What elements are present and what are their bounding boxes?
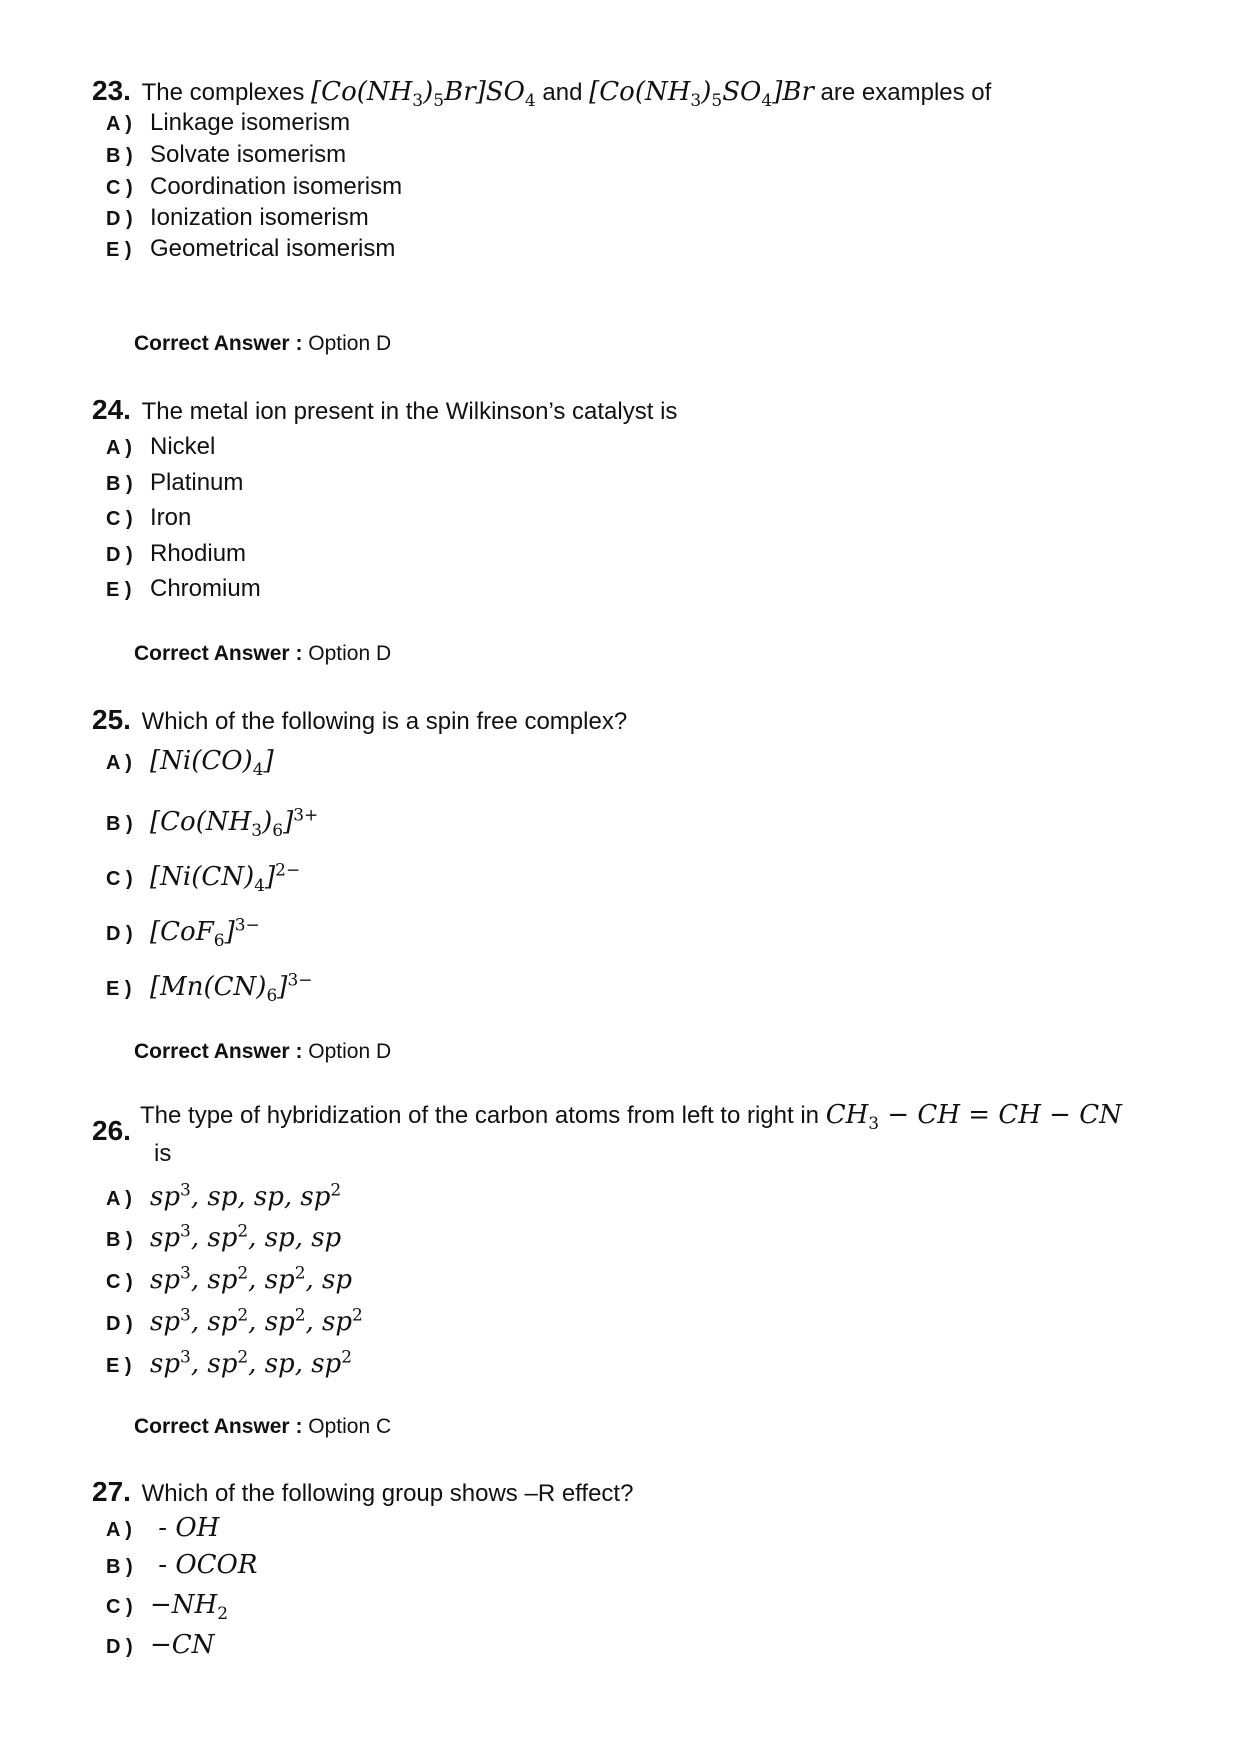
question-number: 23. bbox=[92, 75, 131, 106]
option-e[interactable]: E ) $sp^3$, $sp^2$, sp, $sp^2$ bbox=[106, 1347, 353, 1379]
option-c[interactable]: C ) $-NH_2$ bbox=[106, 1590, 229, 1625]
formula-cn: −CN bbox=[150, 1630, 215, 1660]
option-a[interactable]: A ) $sp^3$, sp, sp, $sp^2$ bbox=[106, 1180, 342, 1212]
formula-ch3-ch-ch-cn: $CH_3$ − CH = CH − CN bbox=[825, 1100, 1122, 1135]
question-number: 24. bbox=[92, 394, 131, 425]
option-e[interactable]: E ) $[Mn(CN)_6]^{3-}$ bbox=[106, 970, 313, 1006]
formula-ocor: - OCOR bbox=[150, 1550, 258, 1580]
question-24 bbox=[92, 395, 1172, 427]
option-a[interactable]: A ) $[Ni(CO)_4]$ bbox=[106, 746, 274, 781]
question-number: 26. bbox=[92, 1115, 131, 1146]
option-c[interactable]: C ) Coordination isomerism bbox=[106, 173, 403, 200]
formula-nh2: $-NH_2$ bbox=[150, 1590, 229, 1625]
correct-answer: Correct Answer : Option D bbox=[134, 642, 392, 665]
option-e[interactable]: E ) Chromium bbox=[106, 575, 261, 602]
option-a[interactable]: A ) Nickel bbox=[106, 433, 216, 460]
option-e[interactable]: E ) Geometrical isomerism bbox=[106, 235, 396, 262]
option-c[interactable]: C ) Iron bbox=[106, 504, 192, 531]
question-25-stem: 25. Which of the following is a spin free complex? bbox=[92, 704, 628, 735]
formula-co-nh3-5-br-so4: $[Co(NH_3)_5Br]SO_4$ bbox=[311, 77, 536, 112]
option-b[interactable]: B ) Platinum bbox=[106, 469, 244, 496]
question-27-stem: 27. Which of the following group shows –R effect? bbox=[92, 1476, 634, 1507]
option-c[interactable]: C ) $[Ni(CN)_4]^{2-}$ bbox=[106, 860, 301, 896]
formula-co-nh3-6: $[Co(NH_3)_6]^{3+}$ bbox=[150, 805, 319, 841]
formula-hybridization-e: $sp^3$, $sp^2$, sp, $sp^2$ bbox=[150, 1347, 353, 1379]
question-26-stem: 26. The type of hybridization of the carbon atoms from left to right in $CH_3$ − CH = CH − CN is bbox=[92, 1100, 1122, 1168]
formula-hybridization-b: $sp^3$, $sp^2$, sp, sp bbox=[150, 1221, 342, 1253]
option-a[interactable]: A ) - OH bbox=[106, 1513, 220, 1543]
formula-mn-cn-6: $[Mn(CN)_6]^{3-}$ bbox=[150, 970, 313, 1006]
formula-oh: - OH bbox=[150, 1513, 220, 1543]
formula-co-nh3-5-so4-br: $[Co(NH_3)_5SO_4]Br$ bbox=[589, 77, 814, 112]
correct-answer: Correct Answer : Option D bbox=[134, 1040, 392, 1063]
correct-answer: Correct Answer : Option C bbox=[134, 1415, 392, 1438]
option-d[interactable]: D ) −CN bbox=[106, 1630, 215, 1660]
correct-answer: Correct Answer : Option D bbox=[134, 332, 392, 355]
option-a[interactable]: A ) Linkage isomerism bbox=[106, 109, 351, 136]
question-25 bbox=[92, 705, 1172, 737]
question-26 bbox=[92, 1100, 1172, 1169]
question-23-stem: 23. The complexes $[Co(NH_3)_5Br]SO_4$ and $[Co(NH_3)_5SO_4]Br$ are examples of bbox=[92, 75, 992, 112]
formula-cof6: $[CoF_6]^{3-}$ bbox=[150, 915, 260, 951]
formula-hybridization-a: $sp^3$, sp, sp, $sp^2$ bbox=[150, 1180, 342, 1212]
option-b[interactable]: B ) Solvate isomerism bbox=[106, 141, 347, 168]
formula-ni-co-4: $[Ni(CO)_4]$ bbox=[150, 746, 274, 781]
formula-ni-cn-4: $[Ni(CN)_4]^{2-}$ bbox=[150, 860, 301, 896]
question-27 bbox=[92, 1477, 1172, 1509]
formula-hybridization-d: $sp^3$, $sp^2$, $sp^2$, $sp^2$ bbox=[150, 1305, 363, 1337]
formula-hybridization-c: $sp^3$, $sp^2$, $sp^2$, sp bbox=[150, 1263, 353, 1295]
question-number: 27. bbox=[92, 1476, 131, 1507]
option-b[interactable]: B ) $[Co(NH_3)_6]^{3+}$ bbox=[106, 805, 319, 841]
option-d[interactable]: D ) Rhodium bbox=[106, 540, 247, 567]
option-d[interactable]: D ) Ionization isomerism bbox=[106, 204, 369, 231]
option-b[interactable]: B ) - OCOR bbox=[106, 1550, 258, 1580]
option-c[interactable]: C ) $sp^3$, $sp^2$, $sp^2$, sp bbox=[106, 1263, 353, 1295]
option-b[interactable]: B ) $sp^3$, $sp^2$, sp, sp bbox=[106, 1221, 342, 1253]
option-d[interactable]: D ) $[CoF_6]^{3-}$ bbox=[106, 915, 260, 951]
question-number: 25. bbox=[92, 704, 131, 735]
option-d[interactable]: D ) $sp^3$, $sp^2$, $sp^2$, $sp^2$ bbox=[106, 1305, 363, 1337]
question-24-stem: 24. The metal ion present in the Wilkinson’s catalyst is bbox=[92, 394, 678, 425]
